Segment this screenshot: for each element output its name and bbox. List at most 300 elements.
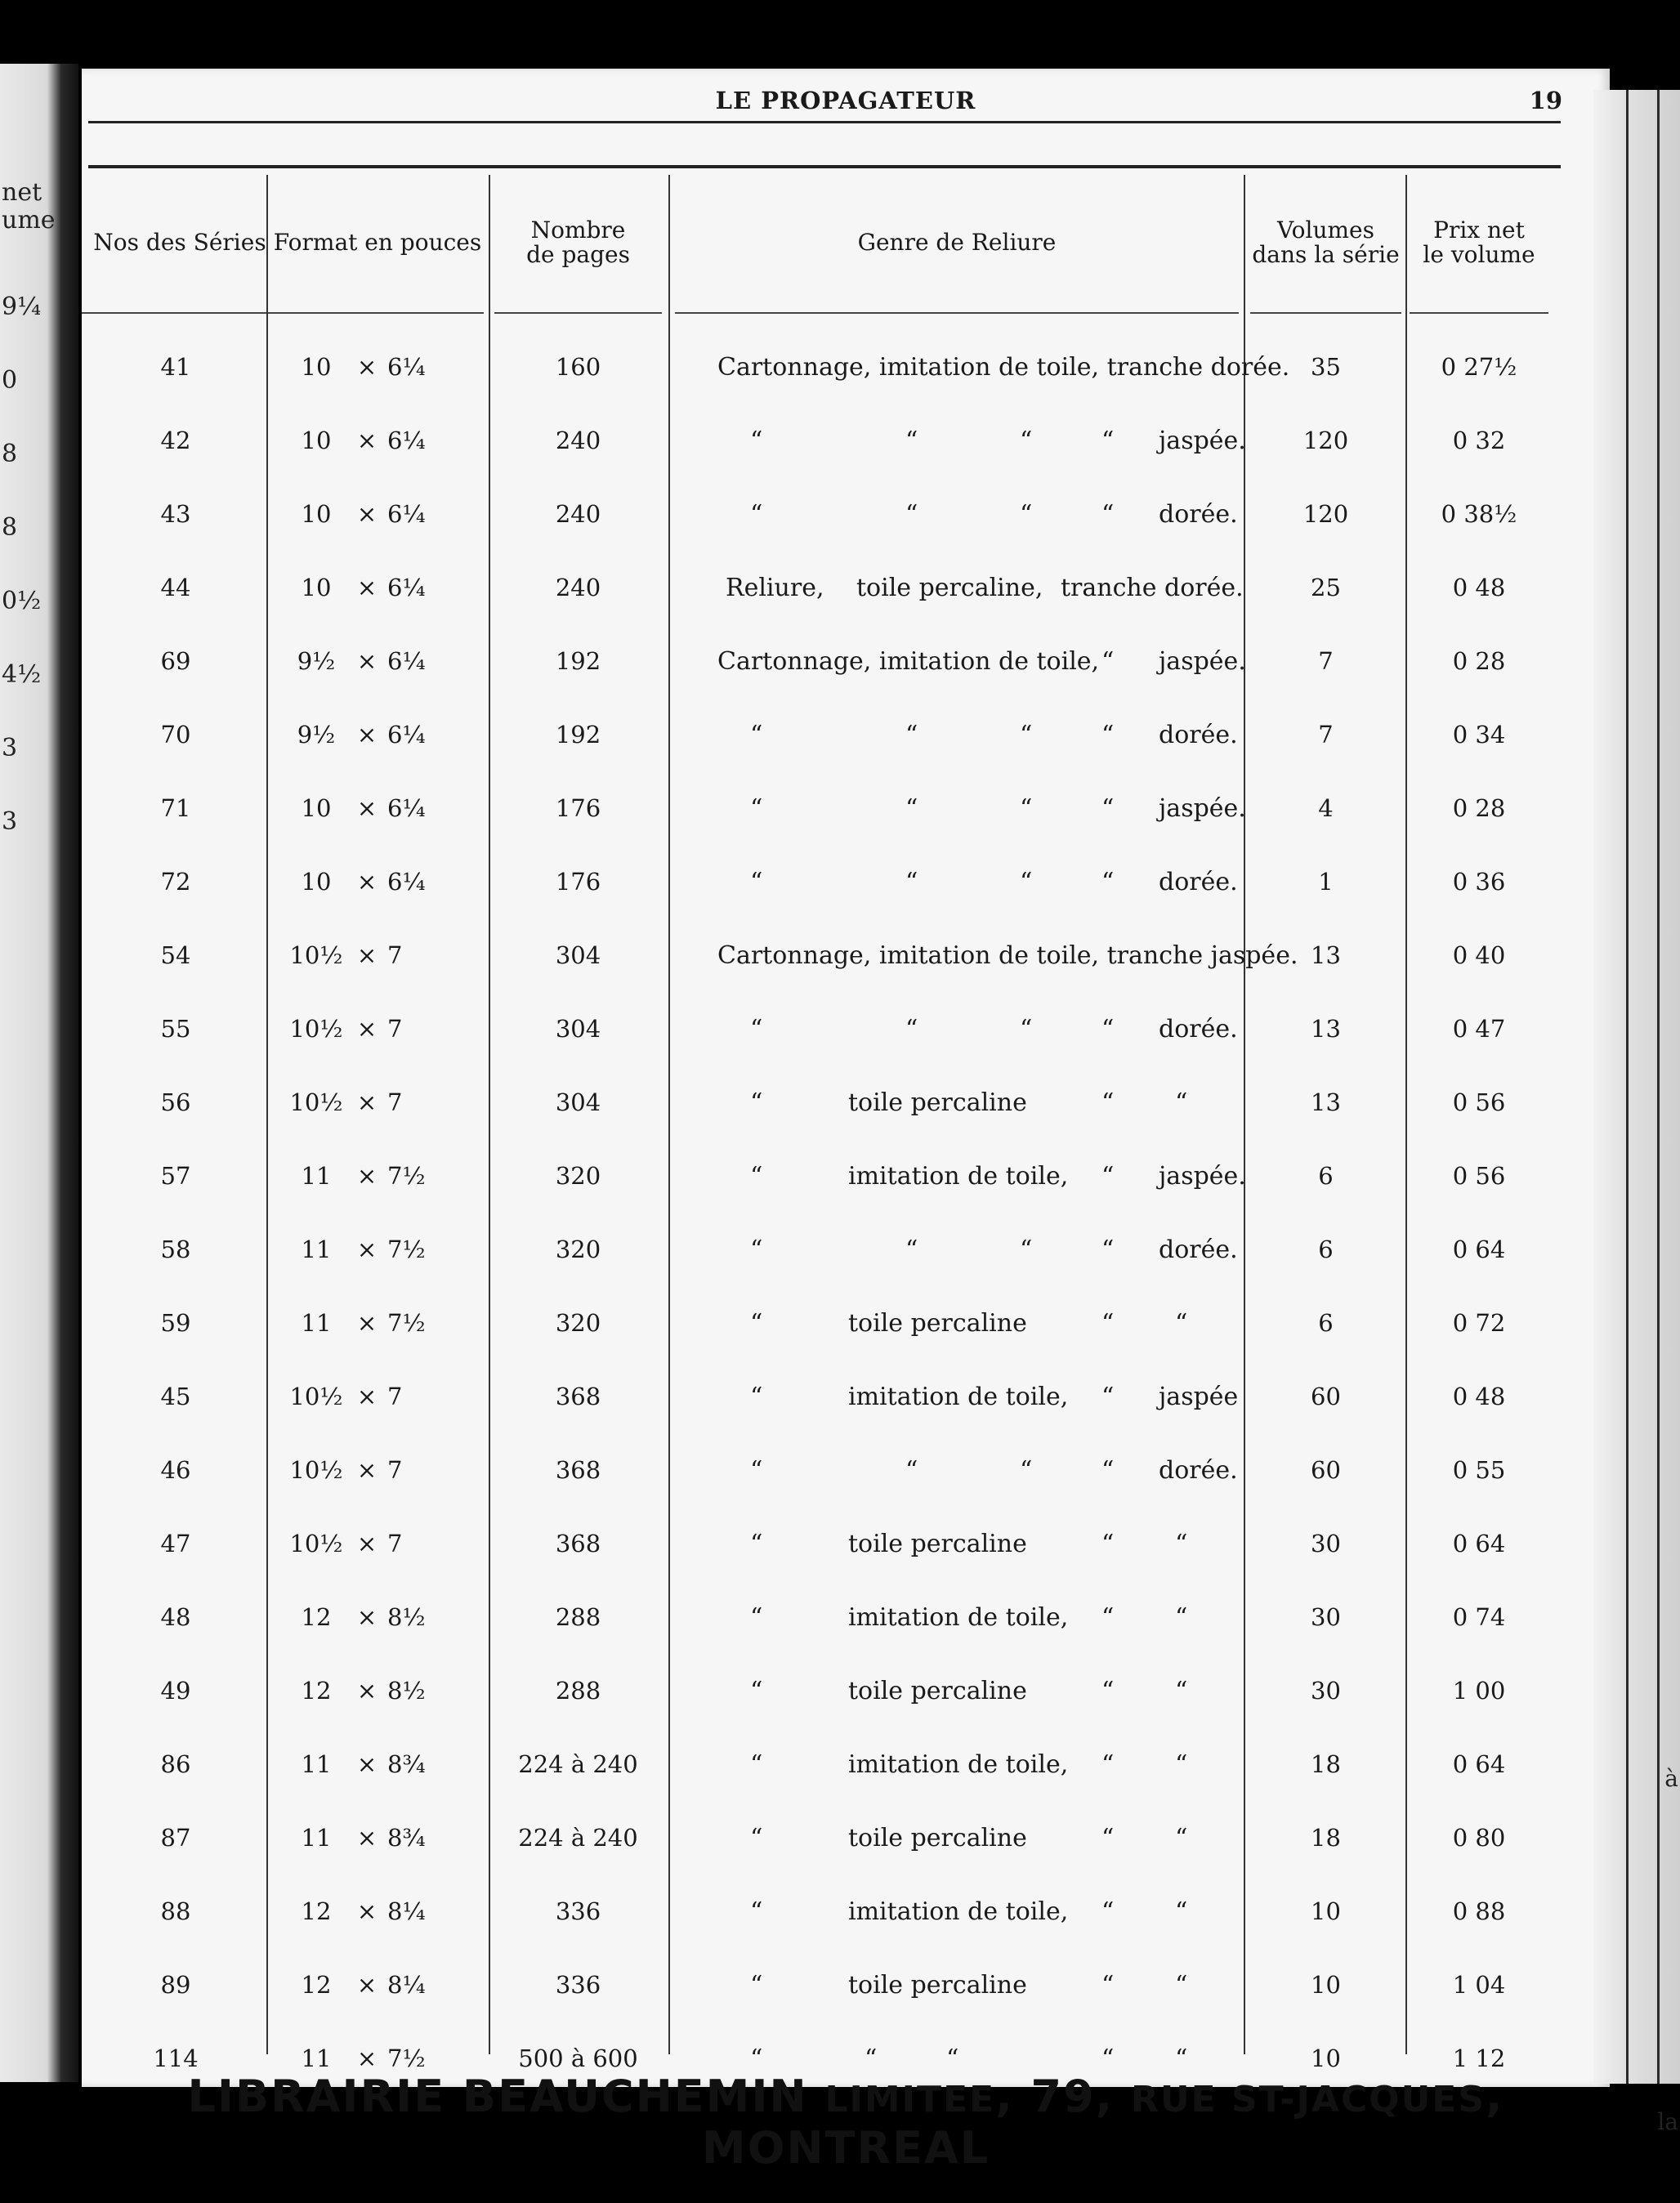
binding-text: “ <box>1101 499 1115 529</box>
binding-text: Cartonnage, imitation de toile, tranche jaspée. <box>717 941 1298 970</box>
binding-cell <box>717 404 1322 477</box>
binding-text: “ <box>1101 720 1115 749</box>
times-sign: × <box>356 794 378 822</box>
table-row <box>82 918 1610 992</box>
binding-text: imitation de toile, <box>848 1161 1069 1191</box>
binding-cell <box>717 624 1322 698</box>
times-sign: × <box>356 1824 378 1852</box>
binding-cell <box>717 1360 1322 1433</box>
binding-cell <box>717 992 1322 1066</box>
times-sign: × <box>356 1530 378 1557</box>
page-count: 192 <box>555 721 601 748</box>
volume-count: 10 <box>1311 2044 1341 2072</box>
times-sign: × <box>356 1603 378 1631</box>
format-height: 12 <box>301 1971 332 1999</box>
series-number: 57 <box>160 1162 191 1190</box>
format-width: 6¼ <box>387 353 426 381</box>
price-per-volume: 0 48 <box>1452 574 1506 601</box>
times-sign: × <box>356 1088 378 1116</box>
left-page-fragment: 8 <box>2 440 18 468</box>
binding-text: dorée. <box>1159 867 1238 896</box>
times-sign: × <box>356 1236 378 1263</box>
table-row <box>82 771 1610 845</box>
binding-text: toile percaline <box>848 1970 1027 2000</box>
binding-text: “ <box>750 793 763 823</box>
price-per-volume: 0 38½ <box>1441 500 1517 528</box>
binding-text: “ <box>750 1970 763 2000</box>
table-row <box>82 624 1610 698</box>
format-width: 8¾ <box>387 1750 426 1778</box>
left-page-fragment: 3 <box>2 734 18 762</box>
volume-count: 10 <box>1311 1971 1341 1999</box>
volume-count: 18 <box>1311 1824 1341 1852</box>
binding-cell <box>717 1213 1322 1286</box>
left-page-fragment: net <box>2 178 42 207</box>
binding-text: “ <box>750 1749 763 1779</box>
binding-text: “ <box>1020 793 1033 823</box>
volume-count: 25 <box>1311 574 1341 601</box>
series-number: 47 <box>160 1530 191 1557</box>
binding-text: “ <box>905 793 918 823</box>
page-count: 240 <box>555 427 601 454</box>
col-header-series: Nos des Séries <box>82 173 278 314</box>
series-number: 58 <box>160 1236 191 1263</box>
binding-cell <box>717 1066 1322 1139</box>
volume-count: 10 <box>1311 1897 1341 1925</box>
format-height: 10 <box>301 574 332 601</box>
series-number: 54 <box>160 941 191 969</box>
binding-text: “ <box>1175 1970 1188 2000</box>
binding-text: tranche dorée. <box>1061 573 1244 602</box>
format-height: 12 <box>301 1897 332 1925</box>
binding-text: “ <box>1101 1382 1115 1411</box>
series-number: 72 <box>160 868 191 896</box>
table-row <box>82 1213 1610 1286</box>
times-sign: × <box>356 1309 378 1337</box>
binding-text: “ <box>1101 426 1115 455</box>
binding-text: “ <box>1101 1749 1115 1779</box>
page-count: 336 <box>555 1971 601 1999</box>
col-header-pages: Nombre de pages <box>494 173 662 314</box>
binding-text: toile percaline <box>848 1676 1027 1705</box>
binding-cell <box>717 845 1322 918</box>
binding-text: “ <box>1101 1455 1115 1485</box>
binding-text: “ <box>750 1235 763 1264</box>
series-number: 89 <box>160 1971 191 1999</box>
binding-text: “ <box>750 1382 763 1411</box>
binding-cell <box>717 1727 1322 1801</box>
volume-count: 60 <box>1311 1456 1341 1484</box>
binding-cell <box>717 1139 1322 1213</box>
binding-text: “ <box>1101 1308 1115 1338</box>
format-width: 7 <box>387 941 403 969</box>
page-count: 160 <box>555 353 601 381</box>
left-page-fragment: 3 <box>2 807 18 836</box>
volume-count: 7 <box>1318 721 1334 748</box>
left-page-fragment: 8 <box>2 513 18 542</box>
page-count: 240 <box>555 574 601 601</box>
format-width: 8¼ <box>387 1897 426 1925</box>
binding-text: “ <box>750 499 763 529</box>
binding-text: “ <box>1020 499 1033 529</box>
volume-count: 60 <box>1311 1383 1341 1410</box>
times-sign: × <box>356 353 378 381</box>
volume-count: 7 <box>1318 647 1334 675</box>
binding-text: “ <box>905 1014 918 1043</box>
binding-text: “ <box>750 1161 763 1191</box>
format-height: 12 <box>301 1603 332 1631</box>
price-per-volume: 0 28 <box>1452 794 1506 822</box>
binding-text: “ <box>1101 1970 1115 2000</box>
format-width: 7 <box>387 1383 403 1410</box>
format-width: 7 <box>387 1456 403 1484</box>
times-sign: × <box>356 1015 378 1043</box>
volume-count: 120 <box>1302 500 1349 528</box>
volume-count: 13 <box>1311 1088 1341 1116</box>
binding-text: “ <box>750 867 763 896</box>
times-sign: × <box>356 1162 378 1190</box>
series-number: 88 <box>160 1897 191 1925</box>
price-per-volume: 0 32 <box>1452 427 1506 454</box>
volume-count: 13 <box>1311 941 1341 969</box>
binding-text: “ <box>1101 1235 1115 1264</box>
binding-text: “ <box>1175 1529 1188 1558</box>
volume-count: 6 <box>1318 1236 1334 1263</box>
format-height: 10 <box>301 794 332 822</box>
volume-count: 6 <box>1318 1162 1334 1190</box>
binding-text: “ <box>1175 1823 1188 1852</box>
binding-cell <box>717 1286 1322 1360</box>
format-height: 11 <box>301 1309 332 1337</box>
times-sign: × <box>356 427 378 454</box>
format-width: 8½ <box>387 1677 426 1705</box>
table-row <box>82 551 1610 624</box>
format-height: 10½ <box>289 1383 343 1410</box>
format-height: 10 <box>301 353 332 381</box>
times-sign: × <box>356 2044 378 2072</box>
format-height: 10 <box>301 868 332 896</box>
header-rule <box>88 165 1561 168</box>
binding-text: imitation de toile, <box>848 1602 1069 1632</box>
binding-text: dorée. <box>1159 1235 1238 1264</box>
binding-text: “ <box>1020 867 1033 896</box>
table-header <box>82 173 1610 320</box>
binding-text: “ <box>1101 1529 1115 1558</box>
format-height: 11 <box>301 2044 332 2072</box>
table-row <box>82 1360 1610 1433</box>
volume-count: 120 <box>1302 427 1349 454</box>
price-per-volume: 0 55 <box>1452 1456 1506 1484</box>
binding-cell <box>717 1875 1322 1948</box>
left-page-edge <box>0 64 78 2082</box>
table-row <box>82 1507 1610 1580</box>
series-number: 45 <box>160 1383 191 1410</box>
page-count: 240 <box>555 500 601 528</box>
volume-count: 13 <box>1311 1015 1341 1043</box>
top-rule <box>88 121 1561 123</box>
binding-text: “ <box>1020 720 1033 749</box>
binding-text: “ <box>1020 426 1033 455</box>
binding-text: “ <box>750 1897 763 1926</box>
binding-text: jaspée. <box>1159 426 1246 455</box>
binding-cell <box>717 1580 1322 1654</box>
page-count: 336 <box>555 1897 601 1925</box>
page-number: 19 <box>1529 87 1562 114</box>
page-count: 176 <box>555 868 601 896</box>
times-sign: × <box>356 1677 378 1705</box>
page-count: 320 <box>555 1309 601 1337</box>
series-number: 43 <box>160 500 191 528</box>
binding-text: “ <box>1020 1455 1033 1485</box>
publisher-footer: LIBRAIRIE BEAUCHEMIN LIMITEE, 79, RUE ST-JACQUES, MONTREAL <box>187 2071 1504 2174</box>
binding-text: dorée. <box>1159 1455 1238 1485</box>
binding-cell <box>717 330 1322 404</box>
format-height: 11 <box>301 1750 332 1778</box>
price-per-volume: 1 12 <box>1452 2044 1506 2072</box>
left-page-fragment: 0½ <box>2 587 42 615</box>
page-count: 288 <box>555 1603 601 1631</box>
series-number: 87 <box>160 1824 191 1852</box>
binding-text: “ <box>1101 793 1115 823</box>
price-per-volume: 0 34 <box>1452 721 1506 748</box>
format-height: 11 <box>301 1824 332 1852</box>
binding-text: “ <box>750 720 763 749</box>
series-number: 41 <box>160 353 191 381</box>
table-row <box>82 330 1610 404</box>
table-row <box>82 1066 1610 1139</box>
series-number: 49 <box>160 1677 191 1705</box>
page-count: 224 à 240 <box>518 1824 638 1852</box>
volume-count: 4 <box>1318 794 1334 822</box>
binding-text: dorée. <box>1159 1014 1238 1043</box>
times-sign: × <box>356 868 378 896</box>
page-count: 368 <box>555 1456 601 1484</box>
edge-line <box>1626 90 1629 2084</box>
col-header-format: Format en pouces <box>271 173 484 314</box>
binding-text: “ <box>946 2044 959 2073</box>
price-per-volume: 1 04 <box>1452 1971 1506 1999</box>
volume-count: 6 <box>1318 1309 1334 1337</box>
left-page-fragment: 4½ <box>2 660 42 689</box>
binding-text: “ <box>750 1014 763 1043</box>
binding-text: “ <box>1101 1897 1115 1926</box>
binding-text: “ <box>1175 1602 1188 1632</box>
format-height: 10½ <box>289 1530 343 1557</box>
binding-text: “ <box>905 1235 918 1264</box>
format-height: 10½ <box>289 1088 343 1116</box>
binding-text: toile percaline, <box>856 573 1043 602</box>
volume-count: 30 <box>1311 1677 1341 1705</box>
binding-text: dorée. <box>1159 720 1238 749</box>
binding-text: toile percaline <box>848 1308 1027 1338</box>
binding-text: “ <box>1101 1088 1115 1117</box>
binding-text: “ <box>1101 1823 1115 1852</box>
times-sign: × <box>356 1383 378 1410</box>
format-height: 12 <box>301 1677 332 1705</box>
format-width: 6¼ <box>387 500 426 528</box>
format-width: 7½ <box>387 1236 426 1263</box>
binding-text: toile percaline <box>848 1529 1027 1558</box>
format-height: 9½ <box>297 721 336 748</box>
price-per-volume: 1 00 <box>1452 1677 1506 1705</box>
series-number: 44 <box>160 574 191 601</box>
binding-text: jaspée. <box>1159 793 1246 823</box>
binding-text: imitation de toile, <box>848 1749 1069 1779</box>
table-row <box>82 1654 1610 1727</box>
binding-cell <box>717 477 1322 551</box>
binding-text: “ <box>750 426 763 455</box>
format-width: 6¼ <box>387 647 426 675</box>
binding-text: “ <box>1101 1602 1115 1632</box>
left-page-fragment: ume <box>2 206 56 235</box>
format-width: 6¼ <box>387 794 426 822</box>
series-number: 69 <box>160 647 191 675</box>
price-per-volume: 0 64 <box>1452 1236 1506 1263</box>
series-number: 55 <box>160 1015 191 1043</box>
volume-count: 1 <box>1318 868 1334 896</box>
format-height: 11 <box>301 1162 332 1190</box>
series-number: 48 <box>160 1603 191 1631</box>
series-number: 56 <box>160 1088 191 1116</box>
table-row <box>82 1948 1610 2022</box>
price-per-volume: 0 88 <box>1452 1897 1506 1925</box>
volume-count: 30 <box>1311 1530 1341 1557</box>
table-row <box>82 845 1610 918</box>
table-row <box>82 404 1610 477</box>
binding-text: “ <box>905 867 918 896</box>
price-table-body <box>82 330 1610 2095</box>
binding-text: toile percaline <box>848 1823 1027 1852</box>
binding-cell <box>717 551 1322 624</box>
price-per-volume: 0 74 <box>1452 1603 1506 1631</box>
table-row <box>82 1139 1610 1213</box>
page-count: 176 <box>555 794 601 822</box>
format-height: 10½ <box>289 1015 343 1043</box>
price-per-volume: 0 27½ <box>1441 353 1517 381</box>
right-page-fragment: la <box>1657 2108 1678 2135</box>
binding-cell <box>717 918 1322 992</box>
format-width: 7 <box>387 1088 403 1116</box>
binding-text: “ <box>1101 646 1115 676</box>
binding-text: “ <box>750 2044 763 2073</box>
binding-text: jaspée. <box>1159 646 1246 676</box>
binding-text: “ <box>750 1676 763 1705</box>
format-width: 8¾ <box>387 1824 426 1852</box>
binding-cell <box>717 698 1322 771</box>
binding-text: toile percaline <box>848 1088 1027 1117</box>
price-per-volume: 0 72 <box>1452 1309 1506 1337</box>
edge-line <box>1657 90 1660 2084</box>
binding-text: “ <box>1175 1749 1188 1779</box>
price-per-volume: 0 80 <box>1452 1824 1506 1852</box>
format-width: 7½ <box>387 1309 426 1337</box>
binding-text: “ <box>1175 2044 1188 2073</box>
binding-text: “ <box>1020 1014 1033 1043</box>
times-sign: × <box>356 1456 378 1484</box>
page-count: 500 à 600 <box>518 2044 638 2072</box>
page-count: 304 <box>555 941 601 969</box>
series-number: 86 <box>160 1750 191 1778</box>
binding-cell <box>717 1433 1322 1507</box>
binding-text: “ <box>1175 1088 1188 1117</box>
binding-text: “ <box>750 1088 763 1117</box>
binding-cell <box>717 1654 1322 1727</box>
left-page-fragment: 0 <box>2 366 18 395</box>
table-row <box>82 1580 1610 1654</box>
times-sign: × <box>356 1971 378 1999</box>
table-row <box>82 477 1610 551</box>
format-height: 10 <box>301 427 332 454</box>
table-row <box>82 992 1610 1066</box>
times-sign: × <box>356 721 378 748</box>
page-count: 368 <box>555 1383 601 1410</box>
series-number: 42 <box>160 427 191 454</box>
table-row <box>82 698 1610 771</box>
page-count: 288 <box>555 1677 601 1705</box>
series-number: 71 <box>160 794 191 822</box>
right-page-edge <box>1593 90 1680 2135</box>
format-width: 8½ <box>387 1603 426 1631</box>
price-per-volume: 0 64 <box>1452 1530 1506 1557</box>
binding-cell <box>717 1948 1322 2022</box>
binding-text: “ <box>750 1529 763 1558</box>
format-height: 10½ <box>289 1456 343 1484</box>
format-height: 10 <box>301 500 332 528</box>
page-count: 192 <box>555 647 601 675</box>
price-per-volume: 0 40 <box>1452 941 1506 969</box>
volume-count: 18 <box>1311 1750 1341 1778</box>
binding-text: “ <box>750 1308 763 1338</box>
price-per-volume: 0 28 <box>1452 647 1506 675</box>
page-count: 304 <box>555 1088 601 1116</box>
col-header-price: Prix net le volume <box>1410 173 1548 314</box>
binding-text: “ <box>905 720 918 749</box>
binding-text: jaspée. <box>1159 1161 1246 1191</box>
format-width: 6¼ <box>387 574 426 601</box>
times-sign: × <box>356 1897 378 1925</box>
binding-text: “ <box>1020 1235 1033 1264</box>
price-per-volume: 0 56 <box>1452 1088 1506 1116</box>
col-header-volumes: Volumes dans la série <box>1250 173 1401 314</box>
times-sign: × <box>356 574 378 601</box>
format-height: 10½ <box>289 941 343 969</box>
series-number: 114 <box>153 2044 199 2072</box>
col-header-binding: Genre de Reliure <box>675 173 1239 314</box>
format-width: 7½ <box>387 1162 426 1190</box>
binding-text: “ <box>1175 1897 1188 1926</box>
format-width: 7 <box>387 1015 403 1043</box>
table-row <box>82 1433 1610 1507</box>
format-width: 7½ <box>387 2044 426 2072</box>
binding-text: jaspée <box>1159 1382 1239 1411</box>
binding-text: “ <box>750 1823 763 1852</box>
binding-text: “ <box>865 2044 878 2073</box>
binding-text: dorée. <box>1159 499 1238 529</box>
binding-text: Reliure, <box>726 573 824 602</box>
price-per-volume: 0 47 <box>1452 1015 1506 1043</box>
binding-text: Cartonnage, imitation de toile, tranche dorée. <box>717 352 1290 382</box>
price-per-volume: 0 64 <box>1452 1750 1506 1778</box>
table-row <box>82 1875 1610 1948</box>
binding-text: Cartonnage, imitation de toile, <box>717 646 1100 676</box>
binding-text: “ <box>1175 1308 1188 1338</box>
binding-cell <box>717 1801 1322 1875</box>
binding-text: “ <box>905 426 918 455</box>
volume-count: 30 <box>1311 1603 1341 1631</box>
series-number: 59 <box>160 1309 191 1337</box>
format-width: 8¼ <box>387 1971 426 1999</box>
binding-text: “ <box>750 1455 763 1485</box>
